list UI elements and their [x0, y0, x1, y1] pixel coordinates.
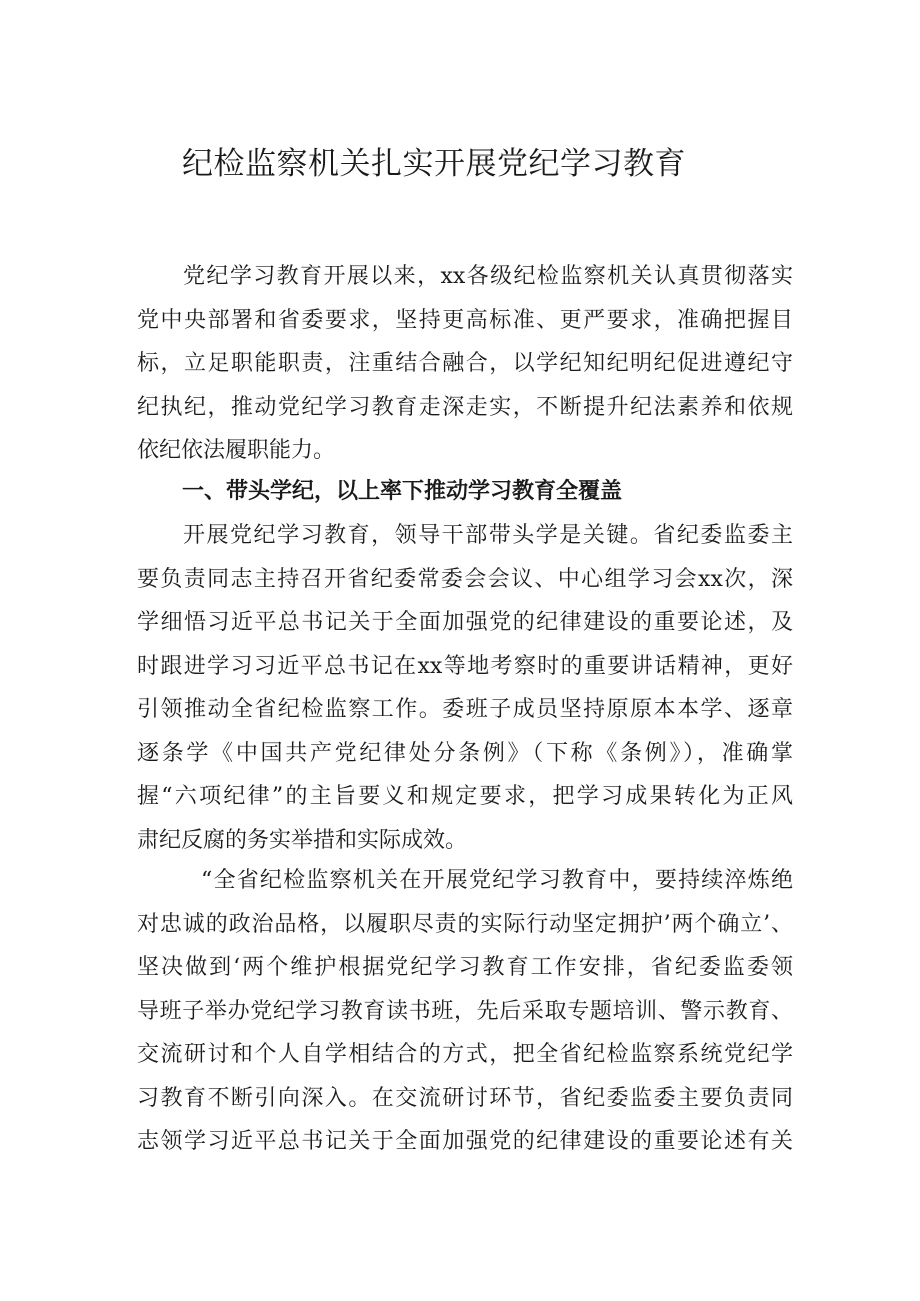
paragraph-line: 依纪依法履职能力。 — [137, 438, 336, 463]
paragraph-line: 引领推动全省纪检监察工作。委班子成员坚持原原本本学、逐章 — [137, 697, 793, 722]
paragraph-line: 要负责同志主持召开省纪委常委会会议、中心组学习会xx次，深 — [137, 566, 793, 592]
paragraph-line: 志领学习近平总书记关于全面加强党的纪律建设的重要论述有关 — [137, 1129, 793, 1154]
paragraph-line: 党纪学习教育开展以来，xx各级纪检监察机关认真贯彻落实 — [183, 264, 793, 289]
paragraph-line: 坚决做到‘两个维护根据党纪学习教育工作安排，省纪委监委领 — [137, 955, 793, 980]
paragraph-line: 导班子举办党纪学习教育读书班，先后采取专题培训、警示教育、 — [137, 998, 793, 1024]
paragraph-line: “全省纪检监察机关在开展党纪学习教育中，要持续淬炼绝 — [201, 868, 793, 893]
paragraph-line: 对忠诚的政治品格，以履职尽责的实际行动坚定拥护’两个确立’、 — [137, 911, 793, 937]
section-heading-1: 一、带头学纪，以上率下推动学习教育全覆盖 — [182, 479, 623, 504]
paragraph-line: 习教育不断引向深入。在交流研讨环节，省纪委监委主要负责同 — [137, 1085, 793, 1111]
paragraph-quote — [137, 859, 793, 1164]
paragraph-line: 开展党纪学习教育，领导干部带头学是关键。省纪委监委主 — [183, 523, 793, 548]
paragraph-line: 逐条学《中国共产党纪律处分条例》（下称《条例》），准确掌 — [137, 740, 793, 766]
paragraph-line: 时跟进学习习近平总书记在xx等地考察时的重要讲话精神，更好 — [137, 653, 793, 679]
paragraph-line: 学细悟习近平总书记关于全面加强党的纪律建设的重要论述，及 — [137, 610, 793, 635]
paragraph-line: 交流研讨和个人自学相结合的方式，把全省纪检监察系统党纪学 — [137, 1042, 793, 1067]
paragraph-line: 标，立足职能职责，注重结合融合，以学纪知纪明纪促进遵纪守 — [137, 351, 793, 376]
paragraph-line: 党中央部署和省委要求，坚持更高标准、更严要求，准确把握目 — [137, 307, 793, 333]
paragraph-line: 握“六项纪律”的主旨要义和规定要求，把学习成果转化为正风 — [137, 784, 793, 809]
paragraph-intro — [137, 255, 793, 473]
document-title: 纪检监察机关扎实开展党纪学习教育 — [182, 146, 686, 182]
paragraph-line: 肃纪反腐的务实举措和实际成效。 — [137, 827, 468, 853]
paragraph-line: 纪执纪，推动党纪学习教育走深走实，不断提升纪法素养和依规 — [137, 394, 793, 420]
paragraph-section1 — [137, 514, 793, 862]
